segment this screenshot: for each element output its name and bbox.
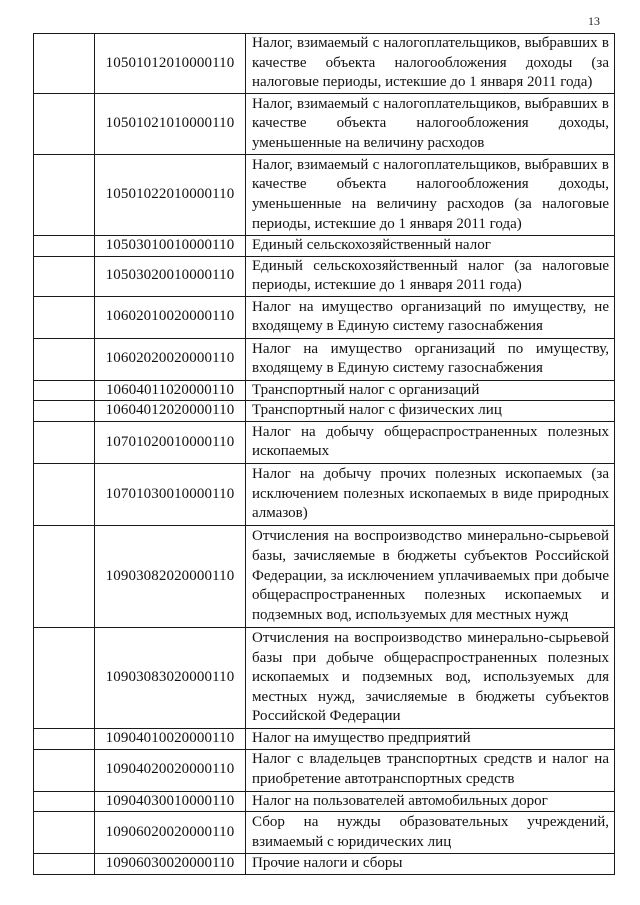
- empty-cell: [34, 94, 95, 155]
- empty-cell: [34, 34, 95, 94]
- revenue-code: 10503010010000110: [95, 236, 246, 257]
- tax-description: Сбор на нужды образовательных учреждений, взимаемый с юридических лиц: [246, 812, 615, 854]
- revenue-code: 10604011020000110: [95, 380, 246, 401]
- empty-cell: [34, 728, 95, 749]
- table-row: [34, 94, 615, 155]
- revenue-code: 10503020010000110: [95, 256, 246, 296]
- empty-cell: [34, 791, 95, 812]
- table-row: [34, 463, 615, 525]
- tax-description: Налог, взимаемый с налогоплательщиков, выбравших в качестве объекта налогообложения доходы, уменьшенные на величину расходов (за налоговые периоды, истекшие до 1 января 2011 года): [246, 155, 615, 236]
- tax-description: Налог на имущество предприятий: [246, 728, 615, 749]
- empty-cell: [34, 812, 95, 854]
- revenue-code: 10501021010000110: [95, 94, 246, 155]
- table-row: [34, 236, 615, 257]
- revenue-code: 10701020010000110: [95, 421, 246, 463]
- table-body: [34, 34, 615, 875]
- empty-cell: [34, 627, 95, 728]
- table-row: [34, 749, 615, 791]
- revenue-code: 10602020020000110: [95, 338, 246, 380]
- table-row: [34, 525, 615, 627]
- tax-description: Налог, взимаемый с налогоплательщиков, выбравших в качестве объекта налогообложения доходы (за налоговые периоды, истекшие до 1 января 2011 года): [246, 34, 615, 94]
- tax-description: Налог на пользователей автомобильных дорог: [246, 791, 615, 812]
- revenue-code: 10903082020000110: [95, 525, 246, 627]
- empty-cell: [34, 401, 95, 422]
- empty-cell: [34, 421, 95, 463]
- tax-description: Отчисления на воспроизводство минерально-сырьевой базы, зачисляемые в бюджеты субъектов Российской Федерации, за исключением уплачиваемых при добыче общераспространенных полезных ископаемых и подземных вод, используемых для местных нужд: [246, 525, 615, 627]
- table-row: [34, 338, 615, 380]
- tax-description: Транспортный налог с организаций: [246, 380, 615, 401]
- tax-description: Транспортный налог с физических лиц: [246, 401, 615, 422]
- empty-cell: [34, 525, 95, 627]
- revenue-code: 10701030010000110: [95, 463, 246, 525]
- table-row: [34, 155, 615, 236]
- tax-description: Налог на имущество организаций по имуществу, входящему в Единую систему газоснабжения: [246, 338, 615, 380]
- tax-description: Налог на добычу прочих полезных ископаемых (за исключением полезных ископаемых в виде природных алмазов): [246, 463, 615, 525]
- table-row: [34, 728, 615, 749]
- table-row: [34, 256, 615, 296]
- table-row: [34, 812, 615, 854]
- tax-description: Налог с владельцев транспортных средств и налог на приобретение автотранспортных средств: [246, 749, 615, 791]
- tax-description: Прочие налоги и сборы: [246, 854, 615, 875]
- empty-cell: [34, 854, 95, 875]
- empty-cell: [34, 256, 95, 296]
- table-row: [34, 627, 615, 728]
- revenue-code: 10906030020000110: [95, 854, 246, 875]
- empty-cell: [34, 155, 95, 236]
- empty-cell: [34, 749, 95, 791]
- table-row: [34, 380, 615, 401]
- table-row: [34, 791, 615, 812]
- revenue-code: 10904020020000110: [95, 749, 246, 791]
- empty-cell: [34, 380, 95, 401]
- empty-cell: [34, 463, 95, 525]
- table-row: [34, 421, 615, 463]
- revenue-code: 10602010020000110: [95, 296, 246, 338]
- empty-cell: [34, 338, 95, 380]
- tax-description: Налог, взимаемый с налогоплательщиков, выбравших в качестве объекта налогообложения доходы, уменьшенные на величину расходов: [246, 94, 615, 155]
- tax-description: Налог на добычу общераспространенных полезных ископаемых: [246, 421, 615, 463]
- revenue-code: 10903083020000110: [95, 627, 246, 728]
- table-row: [34, 34, 615, 94]
- revenue-code: 10604012020000110: [95, 401, 246, 422]
- revenue-code: 10904030010000110: [95, 791, 246, 812]
- empty-cell: [34, 236, 95, 257]
- empty-cell: [34, 296, 95, 338]
- page-number: 13: [588, 14, 600, 28]
- table-row: [34, 854, 615, 875]
- tax-description: Единый сельскохозяйственный налог (за налоговые периоды, истекшие до 1 января 2011 года): [246, 256, 615, 296]
- revenue-code: 10906020020000110: [95, 812, 246, 854]
- tax-description: Единый сельскохозяйственный налог: [246, 236, 615, 257]
- tax-description: Отчисления на воспроизводство минерально-сырьевой базы при добыче общераспространенных полезных ископаемых и подземных вод, используемых для местных нужд, зачисляемые в бюджеты субъектов Российской Федерации: [246, 627, 615, 728]
- table-row: [34, 296, 615, 338]
- revenue-code: 10501022010000110: [95, 155, 246, 236]
- revenue-codes-table: [33, 33, 615, 875]
- revenue-code: 10904010020000110: [95, 728, 246, 749]
- table-row: [34, 401, 615, 422]
- tax-description: Налог на имущество организаций по имуществу, не входящему в Единую систему газоснабжения: [246, 296, 615, 338]
- revenue-code: 10501012010000110: [95, 34, 246, 94]
